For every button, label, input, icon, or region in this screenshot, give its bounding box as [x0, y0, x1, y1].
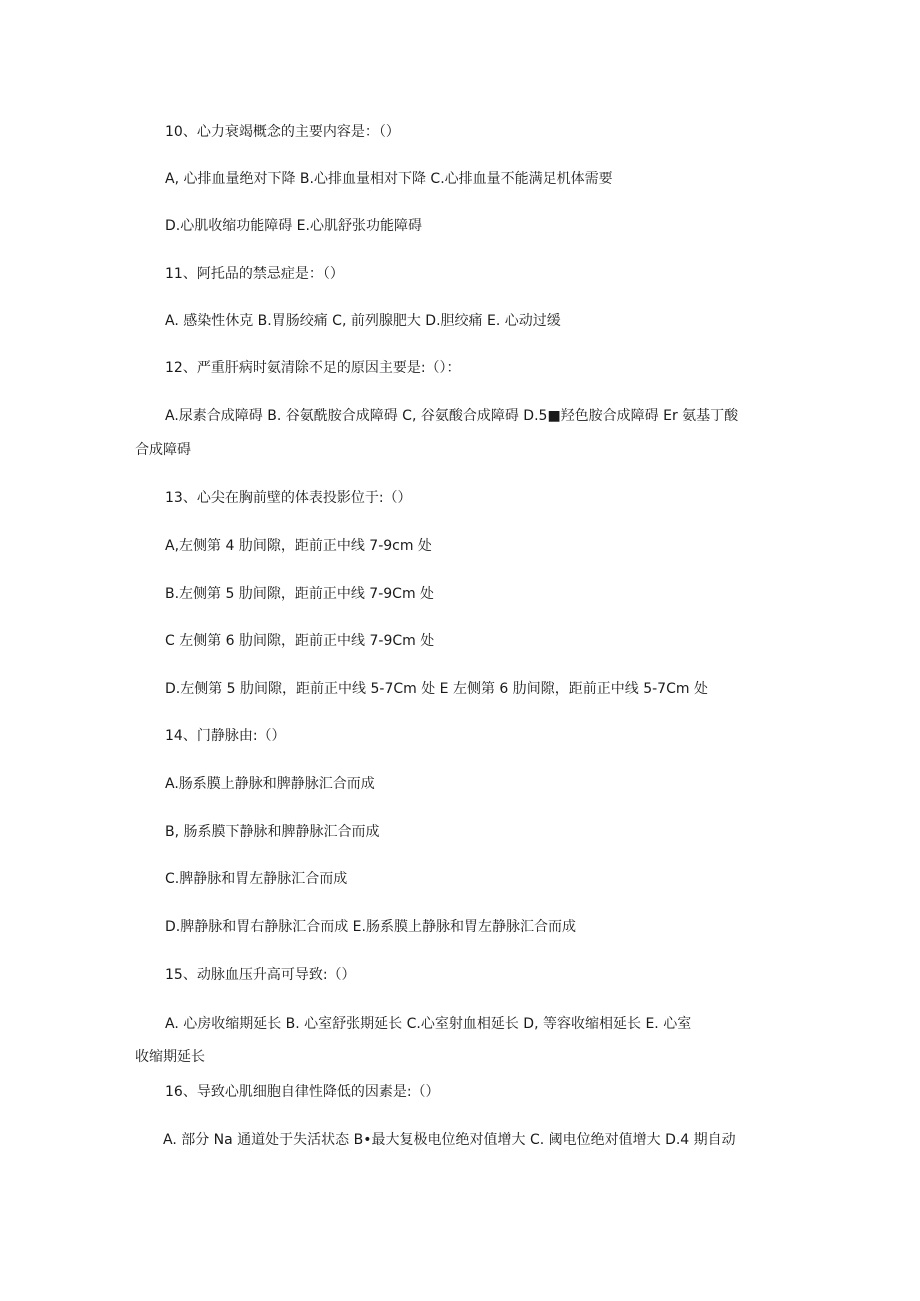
question-14-option-a: A.肠系膜上静脉和脾静脉汇合而成 [165, 776, 375, 792]
question-15: 15、动脉血压升高可导致:（） [165, 967, 356, 983]
question-11: 11、阿托品的禁忌症是：（） [165, 266, 344, 282]
question-14-options-d-e: D.脾静脉和胃右静脉汇合而成 E.肠系膜上静脉和胃左静脉汇合而成 [165, 919, 576, 935]
question-12: 12、严重肝病时氨清除不足的原因主要是:（）： [165, 360, 461, 376]
question-12-options-continued: 合成障碍 [135, 442, 191, 458]
question-11-options: A. 感染性休克 B.胃肠绞痛 C, 前列腺肥大 D.胆绞痛 E. 心动过缓 [165, 313, 561, 329]
question-13: 13、心尖在胸前壁的体表投影位于:（） [165, 490, 412, 506]
question-10: 10、心力衰竭概念的主要内容是：（） [165, 124, 400, 140]
question-14-option-c: C.脾静脉和胃左静脉汇合而成 [165, 871, 348, 887]
question-10-options-a-c: A, 心排血量绝对下降 B.心排血量相对下降 C.心排血量不能满足机体需要 [165, 171, 613, 187]
question-13-option-c: C 左侧第 6 肋间隙，距前正中线 7-9Cm 处 [165, 633, 435, 649]
question-16-options: A. 部分 Na 通道处于失活状态 B•最大复极电位绝对值增大 C. 阈电位绝对值增大 D.4 期自动 [163, 1132, 736, 1148]
question-14: 14、门静脉由:（） [165, 728, 286, 744]
question-13-option-a: A,左侧第 4 肋间隙，距前正中线 7-9cm 处 [165, 538, 432, 554]
question-15-options: A. 心房收缩期延长 B. 心室舒张期延长 C.心室射血相延长 D, 等容收缩相延长 E. 心室 [165, 1016, 692, 1032]
question-13-options-d-e: D.左侧第 5 肋间隙，距前正中线 5-7Cm 处 E 左侧第 6 肋间隙，距前正中线 5-7Cm 处 [165, 681, 708, 697]
question-12-options: A.尿素合成障碍 B. 谷氨酰胺合成障碍 C, 谷氨酸合成障碍 D.5■羟色胺合成障碍 Er 氨基丁酸 [165, 408, 739, 424]
question-13-option-b: B.左侧第 5 肋间隙，距前正中线 7-9Cm 处 [165, 586, 435, 602]
question-15-options-continued: 收缩期延长 [135, 1049, 205, 1065]
question-16: 16、导致心肌细胞自律性降低的因素是:（） [165, 1084, 440, 1100]
question-14-option-b: B, 肠系膜下静脉和脾静脉汇合而成 [165, 824, 380, 840]
question-10-options-d-e: D.心肌收缩功能障碍 E.心肌舒张功能障碍 [165, 218, 422, 234]
